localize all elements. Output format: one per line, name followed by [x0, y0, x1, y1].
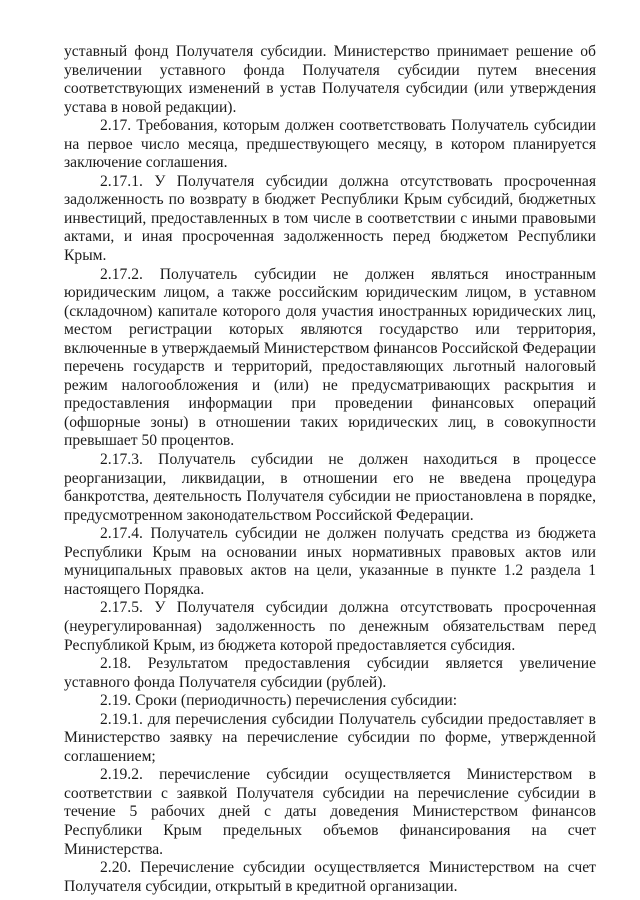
paragraph-2-17-2: 2.17.2. Получатель субсидии не должен являться иностранным юридическим лицом, а также российским юридическим лицом, в уставном (складочном) капитале которого доля участия иностранных юридических лиц, местом регистрации которых являются государство или территория, включенные в утверждаемый Министерством финансов Российской Федерации перечень государств и территорий, предоставляющих льготный налоговый режим налогообложения и (или) не предусматривающих раскрытия и предоставления информации при проведении финансовых операций (офшорные зоны) в отношении таких юридических лиц, в совокупности превышает 50 процентов. [64, 265, 596, 450]
paragraph-2-19-2: 2.19.2. перечисление субсидии осуществляется Министерством в соответствии с заявкой Получателя субсидии на перечисление субсидии в течение 5 рабочих дней с даты доведения Министерством финансов Республики Крым предельных объемов финансирования на счет Министерства. [64, 766, 596, 858]
paragraph-2-17-1: 2.17.1. У Получателя субсидии должна отсутствовать просроченная задолженность по возврату в бюджет Республики Крым субсидий, бюджетных инвестиций, предоставленных в том числе в соответствии с иными правовыми актами, и иная просроченная задолженность перед бюджетом Республики Крым. [64, 172, 596, 265]
paragraph-2-17-4: 2.17.4. Получатель субсидии не должен получать средства из бюджета Республики Крым на основании иных нормативных правовых актов или муниципальных правовых актов на цели, указанные в пункте 1.2 раздела 1 настоящего Порядка. [64, 525, 596, 598]
paragraph-2-20: 2.20. Перечисление субсидии осуществляется Министерством на счет Получателя субсидии, открытый в кредитной организации. [64, 859, 596, 895]
document-page [64, 43, 596, 896]
paragraph-2-17-3: 2.17.3. Получатель субсидии не должен находиться в процессе реорганизации, ликвидации, в отношении его не введена процедура банкротства, деятельность Получателя субсидии не приостановлена в порядке, предусмотренном законодательством Российской Федерации. [64, 451, 596, 524]
paragraph-2-19-1: 2.19.1. для перечисления субсидии Получатель субсидии предоставляет в Министерство заявку на перечисление субсидии по форме, утвержденной соглашением; [64, 710, 596, 765]
paragraph-2-18: 2.18. Результатом предоставления субсидии является увеличение уставного фонда Получателя субсидии (рублей). [64, 655, 596, 691]
paragraph-2-17-5: 2.17.5. У Получателя субсидии должна отсутствовать просроченная (неурегулированная) задолженность по денежным обязательствам перед Республикой Крым, из бюджета которой предоставляется субсидия. [64, 599, 596, 654]
paragraph-2-17: 2.17. Требования, которым должен соответствовать Получатель субсидии на первое число месяца, предшествующего месяцу, в котором планируется заключение соглашения. [64, 117, 596, 172]
paragraph-2-19: 2.19. Сроки (периодичность) перечисления субсидии: [100, 692, 458, 710]
paragraph-continuation: уставный фонд Получателя субсидии. Министерство принимает решение об увеличении уставного фонда Получателя субсидии путем внесения соответствующих изменений в устав Получателя субсидии (или утверждения устава в новой редакции). [64, 43, 596, 116]
